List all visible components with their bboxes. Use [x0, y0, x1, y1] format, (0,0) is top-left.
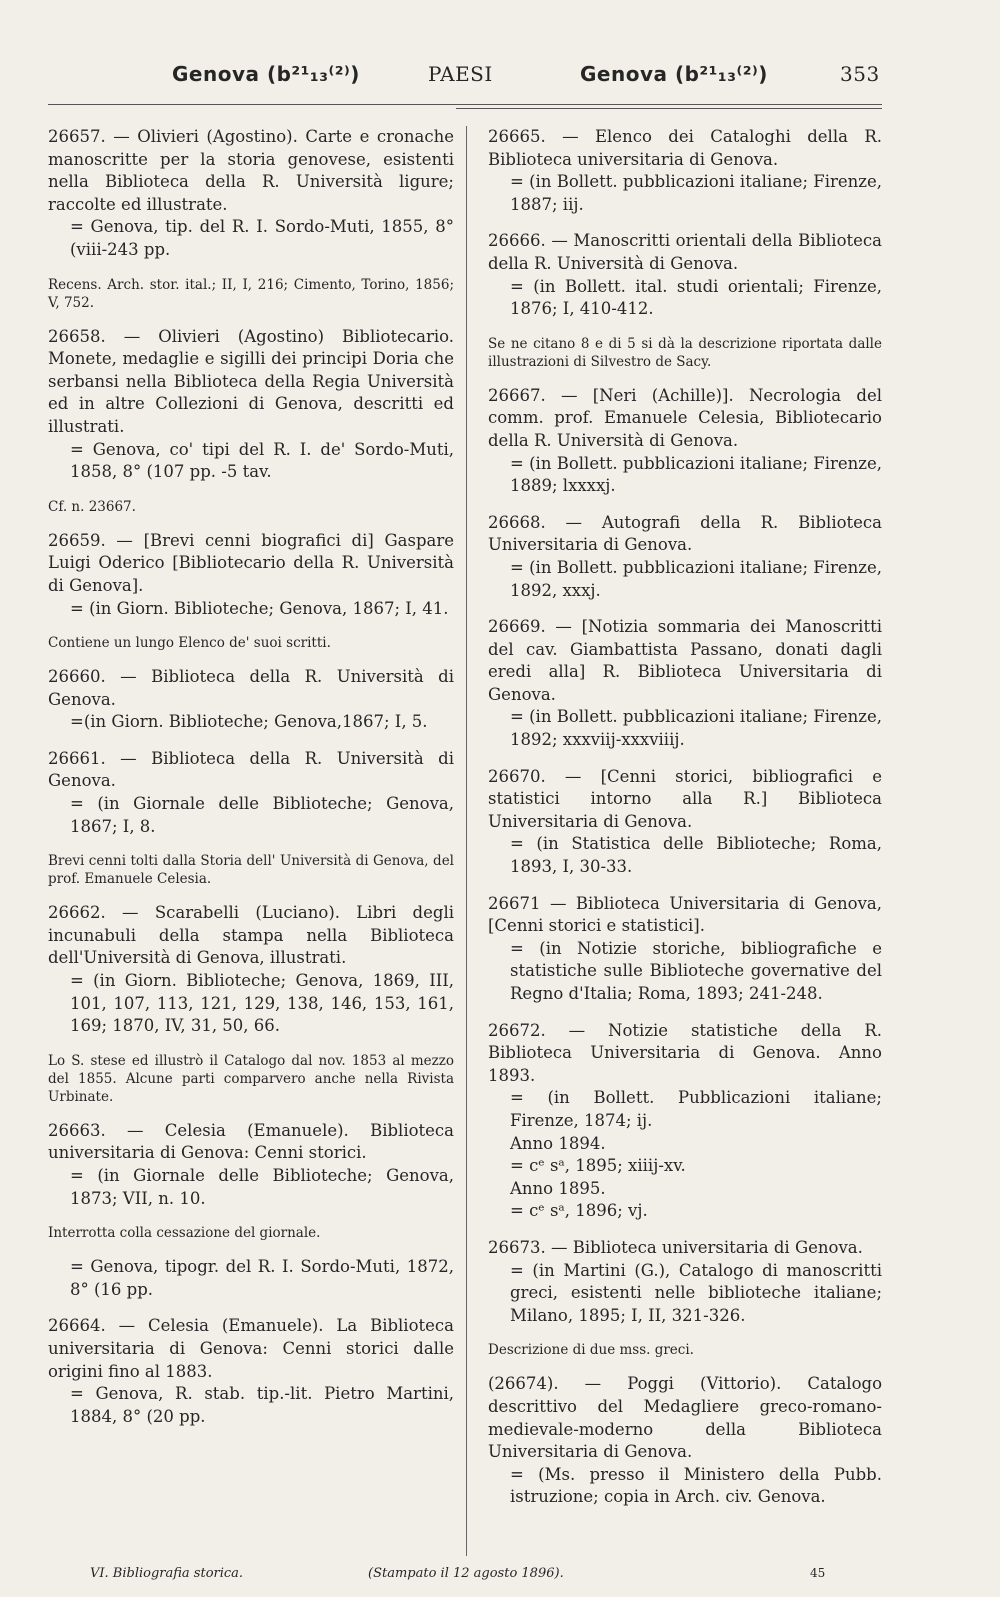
signature-mark: 45: [810, 1566, 826, 1580]
bibliography-entry: [488, 1373, 882, 1509]
running-header: [172, 62, 880, 102]
entry-publication-extra: Anno 1895.: [510, 1178, 606, 1198]
entry-note: Interrotta colla cessazione del giornale.: [48, 1225, 321, 1242]
entry-publication: = (in Statistica delle Biblioteche; Roma, 1893, I, 30-33.: [510, 834, 882, 877]
bibliography-entry: [48, 666, 454, 734]
bibliography-entry: [48, 326, 454, 484]
bibliography-entry: [48, 902, 454, 1038]
header-left: Genova (b²¹₁₃⁽²⁾): [172, 62, 360, 86]
entry-publication-extra: = cᵉ sᵃ, 1895; xiiij-xv.: [510, 1156, 686, 1176]
right-column: [488, 126, 882, 1523]
entry-title: 26658. — Olivieri (Agostino) Bibliotecario. Monete, medaglie e sigilli dei principi Doria che serbansi nella Biblioteca della Regia Università ed in altre Collezioni di Genova, descritti ed illustrati.: [48, 326, 454, 436]
bibliography-entry: [48, 748, 454, 838]
entry-title: 26666. — Manoscritti orientali della Biblioteca della R. Università di Genova.: [488, 231, 882, 273]
entry-publication: = (in Bollett. pubblicazioni italiane; Firenze, 1889; lxxxxj.: [510, 453, 882, 496]
entry-title: 26660. — Biblioteca della R. Università di Genova.: [48, 667, 454, 709]
header-right: Genova (b²¹₁₃⁽²⁾): [580, 62, 768, 86]
entry-note: Brevi cenni tolti dalla Storia dell' Università di Genova, del prof. Emanuele Celesia.: [48, 853, 454, 888]
entry-publication: = (in Notizie storiche, bibliografiche e statistiche sulle Biblioteche governative del Regno d'Italia; Roma, 1893; 241-248.: [510, 938, 882, 1003]
entry-publication: = Genova, R. stab. tip.-lit. Pietro Martini, 1884, 8° (20 pp.: [70, 1384, 454, 1426]
page-number: 353: [840, 62, 880, 86]
entry-title: 26663. — Celesia (Emanuele). Biblioteca universitaria di Genova: Cenni storici.: [48, 1120, 454, 1163]
entry-title: 26670. — [Cenni storici, bibliografici e statistici intorno alla R.] Biblioteca Universitaria di Genova.: [488, 766, 882, 831]
bibliography-entry: [488, 126, 882, 216]
entry-publication: = (in Bollett. Pubblicazioni italiane; Firenze, 1874; ij.: [510, 1088, 882, 1130]
bibliography-entry: [488, 893, 882, 1006]
entry-title: 26673. — Biblioteca universitaria di Genova.: [488, 1237, 863, 1257]
bibliography-entry: [488, 512, 882, 602]
entry-publication: = (Ms. presso il Ministero della Pubb. istruzione; copia in Arch. civ. Genova.: [510, 1464, 882, 1507]
entry-title: 26657. — Olivieri (Agostino). Carte e cronache manoscritte per la storia genovese, esistenti nella Biblioteca della R. Università ligure; raccolte ed illustrate.: [48, 127, 454, 214]
entry-title: 26662. — Scarabelli (Luciano). Libri degli incunabuli della stampa nella Biblioteca dell'Università di Genova, illustrati.: [48, 903, 454, 968]
entry-publication: = (in Giorn. Biblioteche; Genova, 1869, III, 101, 107, 113, 121, 129, 138, 146, 153, 161, 169; 1870, IV, 31, 50, 66.: [70, 971, 454, 1036]
entry-title: 26672. — Notizie statistiche della R. Biblioteca Universitaria di Genova. Anno 1893.: [488, 1020, 882, 1085]
entry-publication: = Genova, co' tipi del R. I. de' Sordo-Muti, 1858, 8° (107 pp. -5 tav.: [70, 439, 454, 482]
entry-publication: = (in Bollett. pubblicazioni italiane; Firenze, 1892, xxxj.: [510, 557, 882, 600]
entry-publication: =(in Giorn. Biblioteche; Genova,1867; I, 5.: [70, 712, 428, 732]
bibliography-entry: [48, 530, 454, 620]
entry-title: 26668. — Autografi della R. Biblioteca Universitaria di Genova.: [488, 512, 882, 555]
entry-note: Contiene un lungo Elenco de' suoi scritti.: [48, 635, 331, 652]
entry-publication: = (in Bollett. pubblicazioni italiane; Firenze, 1887; iij.: [510, 172, 882, 214]
entry-note: Lo S. stese ed illustrò il Catalogo dal nov. 1853 al mezzo del 1855. Alcune parti comparvero anche nella Rivista Urbinate.: [48, 1052, 454, 1105]
bibliography-entry: [488, 616, 882, 752]
entry-publication: = Genova, tipogr. del R. I. Sordo-Muti, 1872, 8° (16 pp.: [70, 1257, 454, 1299]
entry-publication: = (in Giornale delle Biblioteche; Genova, 1873; VII, n. 10.: [70, 1166, 454, 1208]
entry-title: 26665. — Elenco dei Cataloghi della R. Biblioteca universitaria di Genova.: [488, 127, 882, 169]
bibliography-entry: [48, 1120, 454, 1210]
entry-publication: = (in Giorn. Biblioteche; Genova, 1867; I, 41.: [70, 598, 449, 618]
page-footer: [90, 1566, 880, 1590]
bibliography-entry: [488, 1020, 882, 1223]
entry-publication: = (in Bollett. pubblicazioni italiane; Firenze, 1892; xxxviij-xxxviiij.: [510, 707, 882, 750]
entry-publication: = Genova, tip. del R. I. Sordo-Muti, 1855, 8° (viii-243 pp.: [70, 217, 454, 259]
entry-note: Cf. n. 23667.: [48, 498, 136, 515]
footer-middle: (Stampato il 12 agosto 1896).: [368, 1566, 564, 1581]
entry-title: 26664. — Celesia (Emanuele). La Biblioteca universitaria di Genova: Cenni storici dalle origini fino al 1883.: [48, 1316, 454, 1381]
entry-title: 26667. — [Neri (Achille)]. Necrologia del comm. prof. Emanuele Celesia, Bibliotecario della R. Università di Genova.: [488, 385, 882, 450]
entry-title: 26661. — Biblioteca della R. Università di Genova.: [48, 748, 454, 791]
entry-title: 26669. — [Notizia sommaria dei Manoscritti del cav. Giambattista Passano, donati dagli eredi alla] R. Biblioteca Universitaria di Genova.: [488, 617, 882, 704]
bibliography-entry: [488, 230, 882, 320]
entry-publication: = (in Bollett. ital. studi orientali; Firenze, 1876; I, 410-412.: [510, 276, 882, 319]
entry-publication-extra: Anno 1894.: [510, 1133, 606, 1153]
footer-left: VI. Bibliografia storica.: [90, 1566, 244, 1581]
header-rule: [48, 104, 882, 105]
bibliography-entry: [48, 1256, 454, 1301]
entry-note: Se ne citano 8 e di 5 si dà la descrizione riportata dalle illustrazioni di Silvestro de Sacy.: [488, 335, 882, 370]
bibliography-entry: [488, 385, 882, 498]
bibliography-entry: [48, 1315, 454, 1428]
bibliography-entry: [488, 1237, 882, 1327]
entry-title: 26659. — [Brevi cenni biografici di] Gaspare Luigi Oderico [Bibliotecario della R. Università di Genova].: [48, 530, 454, 595]
entry-publication-extra: = cᵉ sᵃ, 1896; vj.: [510, 1201, 648, 1221]
entry-note: Descrizione di due mss. greci.: [488, 1342, 694, 1359]
entry-title: 26671 — Biblioteca Universitaria di Genova, [Cenni storici e statistici].: [488, 893, 882, 936]
left-column: [48, 126, 454, 1442]
entry-publication: = (in Giornale delle Biblioteche; Genova, 1867; I, 8.: [70, 794, 454, 836]
header-center: PAESI: [428, 62, 493, 86]
bibliography-entry: [48, 126, 454, 262]
entry-note: Recens. Arch. stor. ital.; II, I, 216; Cimento, Torino, 1856; V, 752.: [48, 276, 454, 311]
column-divider: [466, 126, 467, 1556]
bibliography-entry: [488, 766, 882, 879]
header-rule-double: [456, 108, 882, 109]
entry-publication: = (in Martini (G.), Catalogo di manoscritti greci, esistenti nelle biblioteche italiane; Milano, 1895; I, II, 321-326.: [510, 1260, 882, 1325]
entry-title: (26674). — Poggi (Vittorio). Catalogo descrittivo del Medagliere greco-romano-medievale-moderno della Biblioteca Universitaria di Genova.: [488, 1374, 882, 1462]
